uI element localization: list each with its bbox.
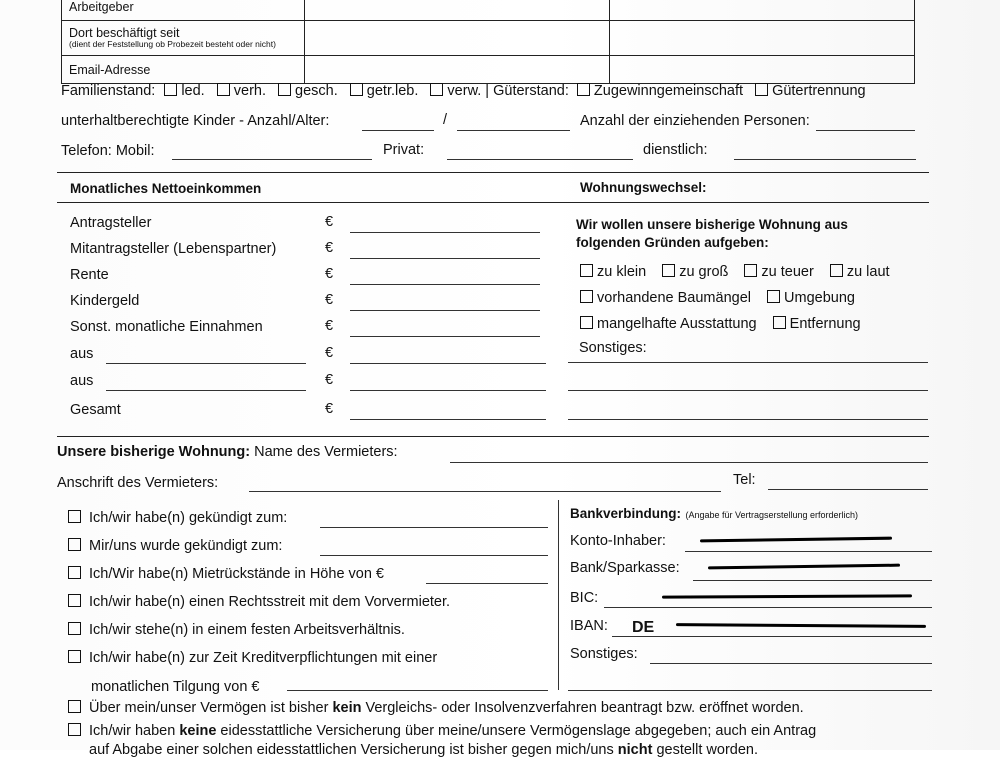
reason-label: zu klein [597, 264, 647, 280]
reason-label: mangelhafte Ausstattung [597, 316, 757, 332]
declaration-text: auf Abgabe einer solchen eidesstattlichen Versicherung ist bisher gegen mich/uns [89, 742, 618, 758]
gueterstand-option-zugewinn[interactable] [577, 83, 743, 99]
reason-option[interactable] [767, 290, 855, 306]
income-source-field[interactable] [106, 390, 306, 391]
phone-work-field[interactable] [734, 159, 916, 160]
gueterstand-option-label: Gütertrennung [772, 83, 866, 99]
income-source-field[interactable] [106, 363, 306, 364]
income-row-label: aus [70, 373, 94, 389]
heading-divider [57, 202, 929, 203]
family-option-label: verw. [447, 83, 482, 99]
redaction-mark [700, 537, 892, 542]
landlord-tel-label: Tel: [733, 472, 756, 488]
move-other-label: Sonstiges: [579, 340, 647, 356]
income-amount-field[interactable] [350, 419, 546, 420]
section-divider [57, 172, 929, 173]
statement-label: Ich/wir habe(n) einen Rechtsstreit mit dem Vorvermieter. [89, 594, 451, 610]
checkbox[interactable] [744, 264, 757, 277]
landlord-tel-field[interactable] [768, 489, 928, 490]
checkbox[interactable] [767, 290, 780, 303]
declaration-2-continuation [89, 742, 758, 758]
email-field[interactable] [305, 56, 610, 84]
children-count-field[interactable] [362, 130, 434, 131]
phone-private-label: Privat: [383, 142, 425, 158]
gueterstand-label: Güterstand: [493, 83, 569, 99]
checkbox[interactable] [217, 83, 230, 96]
reason-label: Entfernung [789, 316, 861, 332]
previous-heading: Unsere bisherige Wohnung: [57, 444, 251, 460]
statement-label: Ich/wir habe(n) gekündigt zum: [89, 510, 288, 526]
statement-label: Ich/Wir habe(n) Mietrückstände in Höhe von € [89, 566, 385, 582]
persons-label: Anzahl der einziehenden Personen: [580, 113, 810, 129]
declaration-emphasis: nicht [617, 742, 653, 758]
checkbox[interactable] [580, 264, 593, 277]
income-row-label: Sonst. monatliche Einnahmen [70, 319, 263, 335]
checkbox[interactable] [773, 316, 786, 329]
statement-field[interactable] [320, 555, 548, 556]
redaction-mark [708, 564, 900, 569]
employed-since-field-2[interactable] [610, 21, 915, 56]
checkbox[interactable] [430, 83, 443, 96]
checkbox[interactable] [278, 83, 291, 96]
reasons-row-3 [580, 316, 861, 332]
landlord-name-label: Name des Vermieters: [254, 444, 398, 460]
gueterstand-option-trennung[interactable] [755, 83, 866, 99]
family-option-label: verh. [233, 83, 266, 99]
landlord-name-field[interactable] [450, 462, 928, 463]
reason-option[interactable] [830, 264, 890, 280]
persons-field[interactable] [816, 130, 915, 131]
employed-since-field[interactable] [305, 21, 610, 56]
currency-symbol: € [325, 345, 334, 361]
separator: | [485, 83, 490, 99]
reason-label: zu teuer [761, 264, 814, 280]
currency-symbol: € [325, 401, 334, 417]
email-field-2[interactable] [610, 56, 915, 84]
currency-symbol: € [325, 372, 334, 388]
bank-other-field[interactable] [650, 663, 932, 664]
statement-field[interactable] [426, 583, 548, 584]
income-row-label: aus [70, 346, 94, 362]
statement-item[interactable] [68, 594, 450, 610]
move-intro-2: folgenden Gründen aufgeben: [576, 235, 769, 250]
landlord-address-label: Anschrift des Vermieters: [57, 475, 219, 491]
income-row-label: Rente [70, 267, 109, 283]
phone-private-field[interactable] [447, 159, 633, 160]
checkbox[interactable] [830, 264, 843, 277]
family-option-label: getr.leb. [366, 83, 419, 99]
statement-label: Ich/wir stehe(n) in einem festen Arbeitsverhältnis. [89, 622, 405, 638]
checkbox[interactable] [68, 622, 81, 635]
bic-field[interactable] [604, 607, 932, 608]
phone-label: Telefon: Mobil: [61, 143, 155, 159]
gueterstand-option-label: Zugewinngemeinschaft [593, 83, 744, 99]
income-amount-field[interactable] [350, 336, 540, 337]
checkbox[interactable] [350, 83, 363, 96]
children-slash: / [443, 112, 448, 128]
checkbox[interactable] [68, 650, 81, 663]
income-row-label: Mitantragsteller (Lebenspartner) [70, 241, 277, 257]
income-amount-field[interactable] [350, 284, 540, 285]
declaration-text: Vergleichs- oder Insolvenzverfahren beantragt bzw. eröffnet worden. [361, 700, 804, 716]
statement-label: Ich/wir habe(n) zur Zeit Kreditverpflichtungen mit einer [89, 650, 438, 666]
family-option-getrleb[interactable] [350, 83, 419, 99]
reason-option[interactable] [662, 264, 728, 280]
declaration-text: gestellt worden. [652, 742, 759, 758]
family-option-verh[interactable] [217, 83, 266, 99]
move-other-field[interactable] [568, 390, 928, 391]
move-other-field[interactable] [568, 362, 928, 363]
reason-option[interactable] [580, 290, 751, 306]
previous-landlord-row [57, 444, 398, 460]
family-option-led[interactable] [164, 83, 204, 99]
reasons-row-2 [580, 290, 855, 306]
bank-name-field[interactable] [693, 580, 932, 581]
currency-symbol: € [325, 266, 334, 282]
iban-field[interactable] [612, 636, 932, 637]
checkbox[interactable] [577, 83, 590, 96]
income-amount-field[interactable] [350, 363, 546, 364]
family-option-verw[interactable] [430, 83, 481, 99]
employed-since-text: Dort beschäftigt seit [69, 25, 180, 40]
statement-label: Mir/uns wurde gekündigt zum: [89, 538, 283, 554]
income-amount-field[interactable] [350, 258, 540, 259]
declaration-2[interactable] [68, 723, 816, 739]
family-option-label: led. [181, 83, 205, 99]
statement-field[interactable] [320, 527, 548, 528]
bank-heading-row [570, 505, 858, 523]
family-status-label: Familienstand: [61, 83, 156, 99]
bic-label: BIC: [570, 590, 599, 606]
phone-work-label: dienstlich: [643, 142, 708, 158]
iban-label: IBAN: [570, 618, 608, 634]
reason-label: zu groß [679, 264, 729, 280]
bank-owner-label: Konto-Inhaber: [570, 533, 666, 549]
statement-item[interactable] [68, 566, 384, 582]
bank-box-border [558, 500, 559, 690]
employed-since-label [62, 21, 305, 56]
bank-name-label: Bank/Sparkasse: [570, 560, 680, 576]
checkbox[interactable] [68, 594, 81, 607]
family-option-gesch[interactable] [278, 83, 338, 99]
reason-option[interactable] [580, 316, 757, 332]
declaration-text: Ich/wir haben [89, 723, 180, 739]
checkbox[interactable] [580, 290, 593, 303]
move-intro-1: Wir wollen unsere bisherige Wohnung aus [576, 217, 848, 232]
income-row-label: Gesamt [70, 402, 121, 418]
reasons-row-1 [580, 264, 890, 280]
checkbox[interactable] [755, 83, 768, 96]
reason-option[interactable] [580, 264, 646, 280]
statement-item[interactable] [68, 622, 405, 638]
family-status-row [61, 83, 866, 99]
bank-owner-field[interactable] [685, 551, 932, 552]
checkbox[interactable] [68, 723, 81, 736]
declaration-emphasis: keine [179, 723, 217, 739]
declaration-emphasis: kein [332, 700, 362, 716]
income-heading: Monatliches Nettoeinkommen [70, 181, 262, 196]
email-label: Email-Adresse [62, 56, 305, 84]
bank-other-label: Sonstiges: [570, 646, 638, 662]
declaration-text: eidesstattliche Versicherung über meine/unsere Vermögenslage abgegeben; auch ein Antrag [216, 723, 817, 739]
employer-table [61, 0, 915, 84]
move-other-field[interactable] [568, 419, 928, 420]
statement-item[interactable] [68, 538, 282, 554]
checkbox[interactable] [68, 538, 81, 551]
currency-symbol: € [325, 318, 334, 334]
section-divider [57, 436, 929, 437]
iban-prefix: DE [632, 619, 655, 636]
statement-continuation: monatlichen Tilgung von € [91, 679, 260, 695]
income-amount-field[interactable] [350, 310, 540, 311]
checkbox[interactable] [662, 264, 675, 277]
checkbox[interactable] [68, 566, 81, 579]
checkbox[interactable] [580, 316, 593, 329]
income-row-label: Antragsteller [70, 215, 152, 231]
statement-item[interactable] [68, 650, 437, 666]
statement-field[interactable] [287, 690, 548, 691]
reason-label: Umgebung [784, 290, 855, 306]
children-age-field[interactable] [457, 130, 570, 131]
reason-option[interactable] [744, 264, 813, 280]
statement-item[interactable] [68, 510, 287, 526]
landlord-address-field[interactable] [249, 491, 721, 492]
employed-since-note: (dient der Feststellung ob Probezeit besteht oder nicht) [69, 39, 276, 50]
reason-label: zu laut [846, 264, 890, 280]
currency-symbol: € [325, 240, 334, 256]
bank-note: (Angabe für Vertragserstellung erforderlich) [685, 510, 859, 520]
move-heading: Wohnungswechsel: [580, 180, 707, 195]
bank-heading: Bankverbindung: [570, 506, 682, 521]
redaction-mark [676, 623, 926, 627]
income-row-label: Kindergeld [70, 293, 140, 309]
currency-symbol: € [325, 214, 334, 230]
checkbox[interactable] [164, 83, 177, 96]
employer-field[interactable] [305, 0, 610, 21]
reason-label: vorhandene Baumängel [597, 290, 751, 306]
employer-label: Arbeitgeber [62, 0, 305, 21]
employer-field-2[interactable] [610, 0, 915, 21]
redaction-mark [662, 594, 912, 598]
currency-symbol: € [325, 292, 334, 308]
reason-option[interactable] [773, 316, 861, 332]
income-amount-field[interactable] [350, 390, 546, 391]
phone-mobile-field[interactable] [172, 159, 372, 160]
checkbox[interactable] [68, 700, 81, 713]
income-amount-field[interactable] [350, 232, 540, 233]
family-option-label: gesch. [295, 83, 338, 99]
declaration-1[interactable] [68, 700, 804, 716]
bank-other-field[interactable] [568, 690, 932, 691]
children-label: unterhaltberechtigte Kinder - Anzahl/Alter: [61, 113, 330, 129]
checkbox[interactable] [68, 510, 81, 523]
declaration-text: Über mein/unser Vermögen ist bisher [89, 700, 333, 716]
